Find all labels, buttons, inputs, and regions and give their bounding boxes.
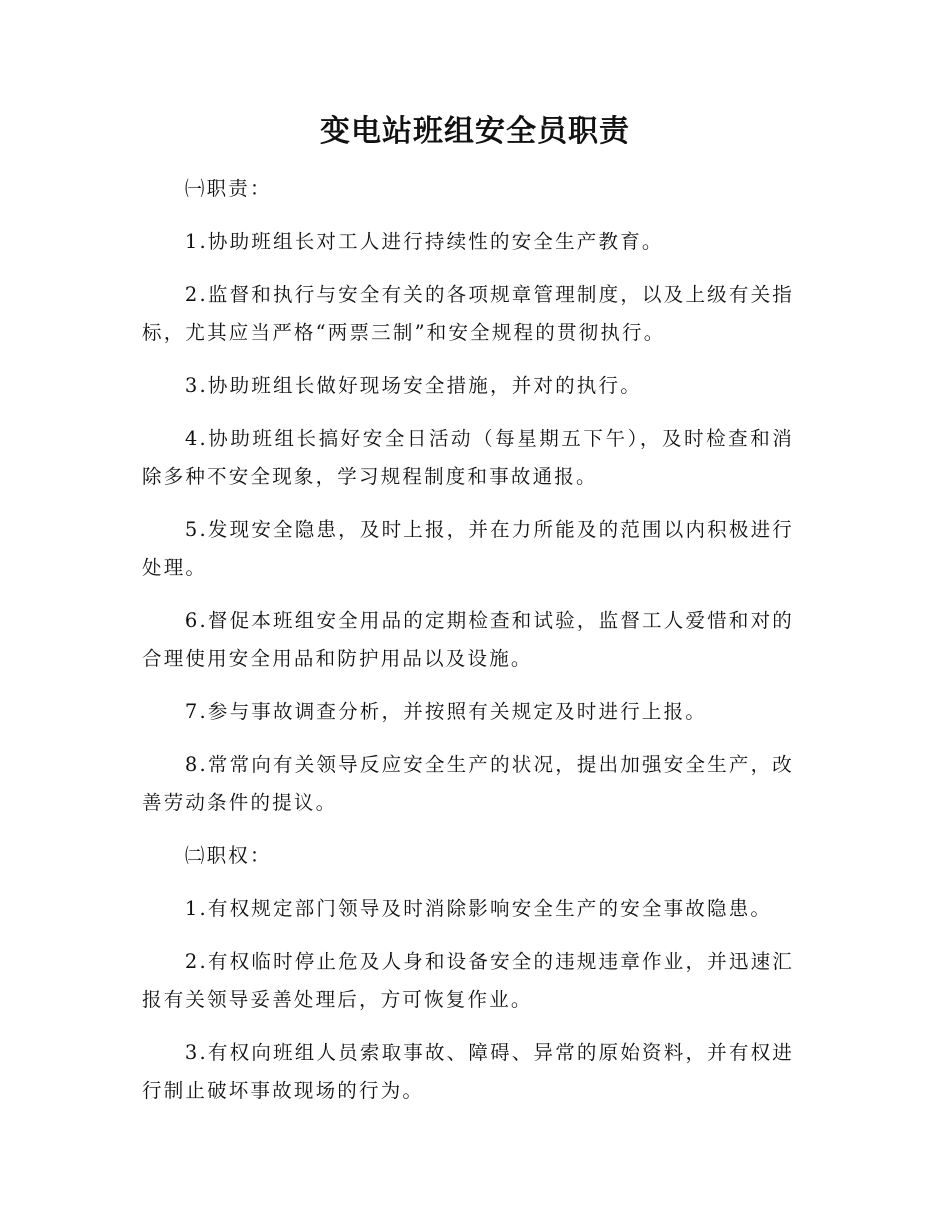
duty-item-8: 8.常常向有关领导反应安全生产的状况，提出加强安全生产，改善劳动条件的提议。 <box>142 753 794 814</box>
power-item-1: 1.有权规定部门领导及时消除影响安全生产的安全事故隐患。 <box>184 897 773 920</box>
duty-item-3: 3.协助班组长做好现场安全措施，并对的执行。 <box>184 374 642 397</box>
section-heading-duties: ㈠职责： <box>184 177 272 200</box>
document-title: 变电站班组安全员职责 <box>320 114 630 149</box>
section-heading-powers: ㈡职权： <box>184 844 272 867</box>
section-duties <box>142 170 794 822</box>
power-item-3: 3.有权向班组人员索取事故、障碍、异常的原始资料，并有权进行制止破坏事故现场的行为。 <box>142 1041 794 1102</box>
document-body <box>142 170 794 1125</box>
section-powers <box>142 837 794 1110</box>
power-item-2: 2.有权临时停止危及人身和设备安全的违规违章作业，并迅速汇报有关领导妥善处理后，方可恢复作业。 <box>142 950 794 1011</box>
duty-item-5: 5.发现安全隐患，及时上报，并在力所能及的范围以内积极进行处理。 <box>142 518 794 579</box>
duty-item-7: 7.参与事故调查分析，并按照有关规定及时进行上报。 <box>184 700 707 723</box>
duty-item-1: 1.协助班组长对工人进行持续性的安全生产教育。 <box>184 230 664 253</box>
duty-item-2: 2.监督和执行与安全有关的各项规章管理制度，以及上级有关指标，尤其应当严格“两票三制”和安全规程的贯彻执行。 <box>142 283 794 344</box>
duty-item-6: 6.督促本班组安全用品的定期检查和试验，监督工人爱惜和对的合理使用安全用品和防护用品以及设施。 <box>142 609 794 670</box>
duty-item-4: 4.协助班组长搞好安全日活动（每星期五下午），及时检查和消除多种不安全现象，学习规程制度和事故通报。 <box>142 427 794 488</box>
